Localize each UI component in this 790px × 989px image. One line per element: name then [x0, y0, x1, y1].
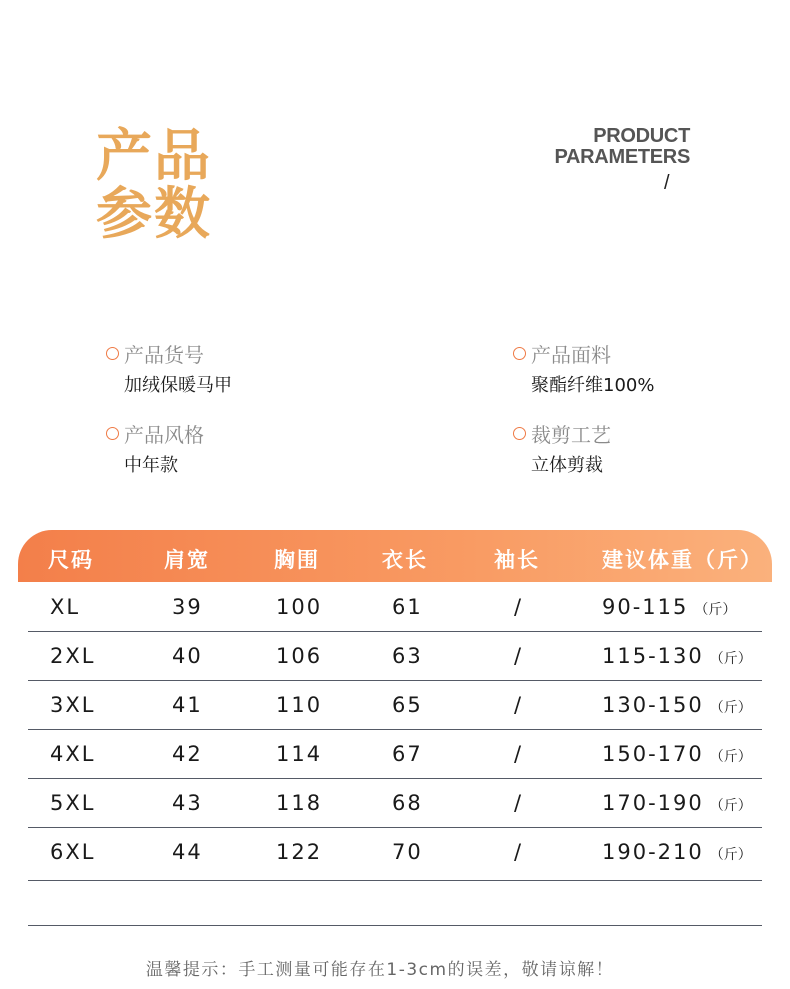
cell-chest: 114	[276, 742, 323, 766]
cell-sleeve: /	[514, 693, 524, 717]
cell-sleeve: /	[514, 742, 524, 766]
cell-shoulder: 39	[172, 595, 203, 619]
cell-chest: 100	[276, 595, 323, 619]
cell-length: 70	[392, 840, 423, 864]
weight-unit: （斤）	[709, 700, 752, 716]
circle-bullet-icon	[106, 347, 119, 360]
circle-bullet-icon	[513, 427, 526, 440]
param-label: 产品货号	[124, 342, 204, 367]
cell-weight	[602, 644, 752, 668]
cell-length: 63	[392, 644, 423, 668]
param-value: 立体剪裁	[531, 455, 603, 476]
header-shoulder: 肩宽	[164, 548, 210, 572]
param-item-cut	[513, 420, 611, 477]
page-title-cn-line2: 参数	[96, 182, 212, 247]
weight-unit: （斤）	[709, 651, 752, 667]
cell-length: 68	[392, 791, 423, 815]
cell-chest: 122	[276, 840, 323, 864]
cell-size: 2XL	[50, 644, 96, 668]
cell-size: 4XL	[50, 742, 96, 766]
header-size: 尺码	[48, 548, 94, 572]
param-label: 裁剪工艺	[531, 422, 611, 447]
weight-value: 150-170	[602, 742, 704, 766]
cell-length: 67	[392, 742, 423, 766]
weight-value: 90-115	[602, 595, 689, 619]
param-value: 中年款	[124, 455, 178, 476]
cell-size: 5XL	[50, 791, 96, 815]
cell-weight	[602, 693, 752, 717]
cell-size: XL	[50, 595, 81, 619]
header-length: 衣长	[382, 548, 428, 572]
page-title-cn-line1: 产品	[96, 124, 212, 189]
cell-sleeve: /	[514, 791, 524, 815]
cell-weight	[602, 595, 736, 619]
cell-weight	[602, 791, 752, 815]
header-weight: 建议体重（斤）	[602, 548, 763, 572]
cell-chest: 110	[276, 693, 323, 717]
param-label: 产品面料	[531, 342, 611, 367]
cell-size: 6XL	[50, 840, 96, 864]
weight-value: 190-210	[602, 840, 704, 864]
param-item-style	[106, 420, 204, 477]
title-slash: /	[664, 172, 670, 194]
param-value: 加绒保暖马甲	[124, 375, 232, 396]
table-row	[28, 730, 762, 779]
cell-chest: 106	[276, 644, 323, 668]
table-row	[28, 583, 762, 632]
header-chest: 胸围	[274, 548, 320, 572]
weight-value: 170-190	[602, 791, 704, 815]
weight-unit: （斤）	[709, 798, 752, 814]
circle-bullet-icon	[106, 427, 119, 440]
table-row	[28, 779, 762, 828]
cell-sleeve: /	[514, 595, 524, 619]
cell-shoulder: 42	[172, 742, 203, 766]
measurement-footnote: 温馨提示：手工测量可能存在1-3cm的误差，敬请谅解！	[145, 960, 615, 980]
table-row	[28, 681, 762, 730]
header-sleeve: 袖长	[494, 548, 540, 572]
param-value: 聚酯纤维100%	[531, 375, 655, 396]
table-row	[28, 828, 762, 881]
cell-shoulder: 41	[172, 693, 203, 717]
cell-shoulder: 44	[172, 840, 203, 864]
cell-shoulder: 43	[172, 791, 203, 815]
cell-weight	[602, 742, 752, 766]
cell-size: 3XL	[50, 693, 96, 717]
cell-sleeve: /	[514, 644, 524, 668]
table-bottom-divider	[28, 925, 762, 926]
weight-unit: （斤）	[694, 602, 737, 618]
circle-bullet-icon	[513, 347, 526, 360]
weight-value: 130-150	[602, 693, 704, 717]
weight-value: 115-130	[602, 644, 704, 668]
page-title-en-line2: PARAMETERS	[554, 146, 690, 168]
param-label: 产品风格	[124, 422, 204, 447]
cell-length: 61	[392, 595, 423, 619]
cell-shoulder: 40	[172, 644, 203, 668]
page-title-en-line1: PRODUCT	[593, 125, 690, 147]
cell-weight	[602, 840, 752, 864]
cell-length: 65	[392, 693, 423, 717]
param-item-code	[106, 340, 232, 397]
weight-unit: （斤）	[709, 847, 752, 863]
cell-chest: 118	[276, 791, 323, 815]
table-row	[28, 632, 762, 681]
weight-unit: （斤）	[709, 749, 752, 765]
param-item-fabric	[513, 340, 654, 397]
size-table-header	[18, 530, 772, 582]
cell-sleeve: /	[514, 840, 524, 864]
